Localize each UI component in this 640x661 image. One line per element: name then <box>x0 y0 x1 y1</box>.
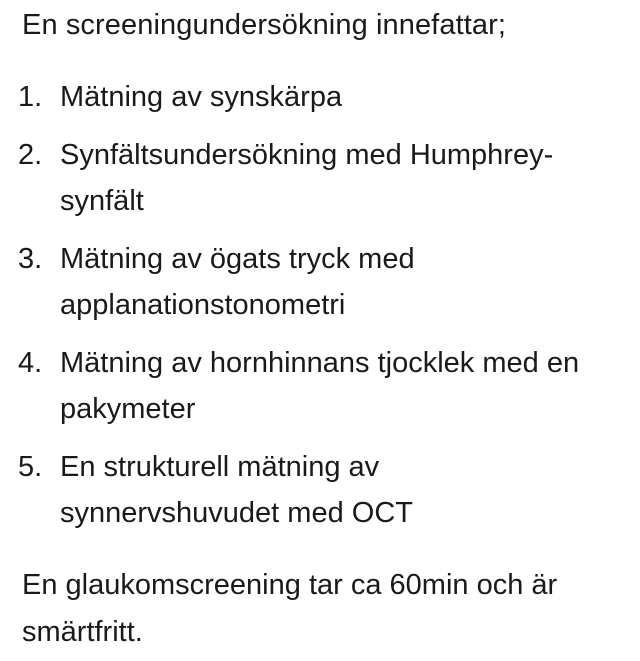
list-item-number: 4. <box>18 347 43 379</box>
list-item-number: 3. <box>18 243 43 275</box>
list-item-text: En strukturell mätning av synnervshuvudet med OCT <box>60 451 413 529</box>
closing-paragraph: En glaukomscreening tar ca 60min och är smärtfritt. <box>22 569 558 648</box>
list-item-number: 1. <box>18 81 43 113</box>
list-item-number: 2. <box>18 139 43 171</box>
list-heading: En screeningundersökning innefattar; <box>22 9 507 41</box>
list-item-text: Mätning av hornhinnans tjocklek med en pakymeter <box>60 347 580 425</box>
list-item-text: Mätning av ögats tryck med applanationstonometri <box>60 243 415 321</box>
list-item-number: 5. <box>18 451 43 483</box>
list-item-text: Mätning av synskärpa <box>60 81 343 113</box>
list-item-text: Synfältsundersökning med Humphrey-synfält <box>60 139 554 217</box>
